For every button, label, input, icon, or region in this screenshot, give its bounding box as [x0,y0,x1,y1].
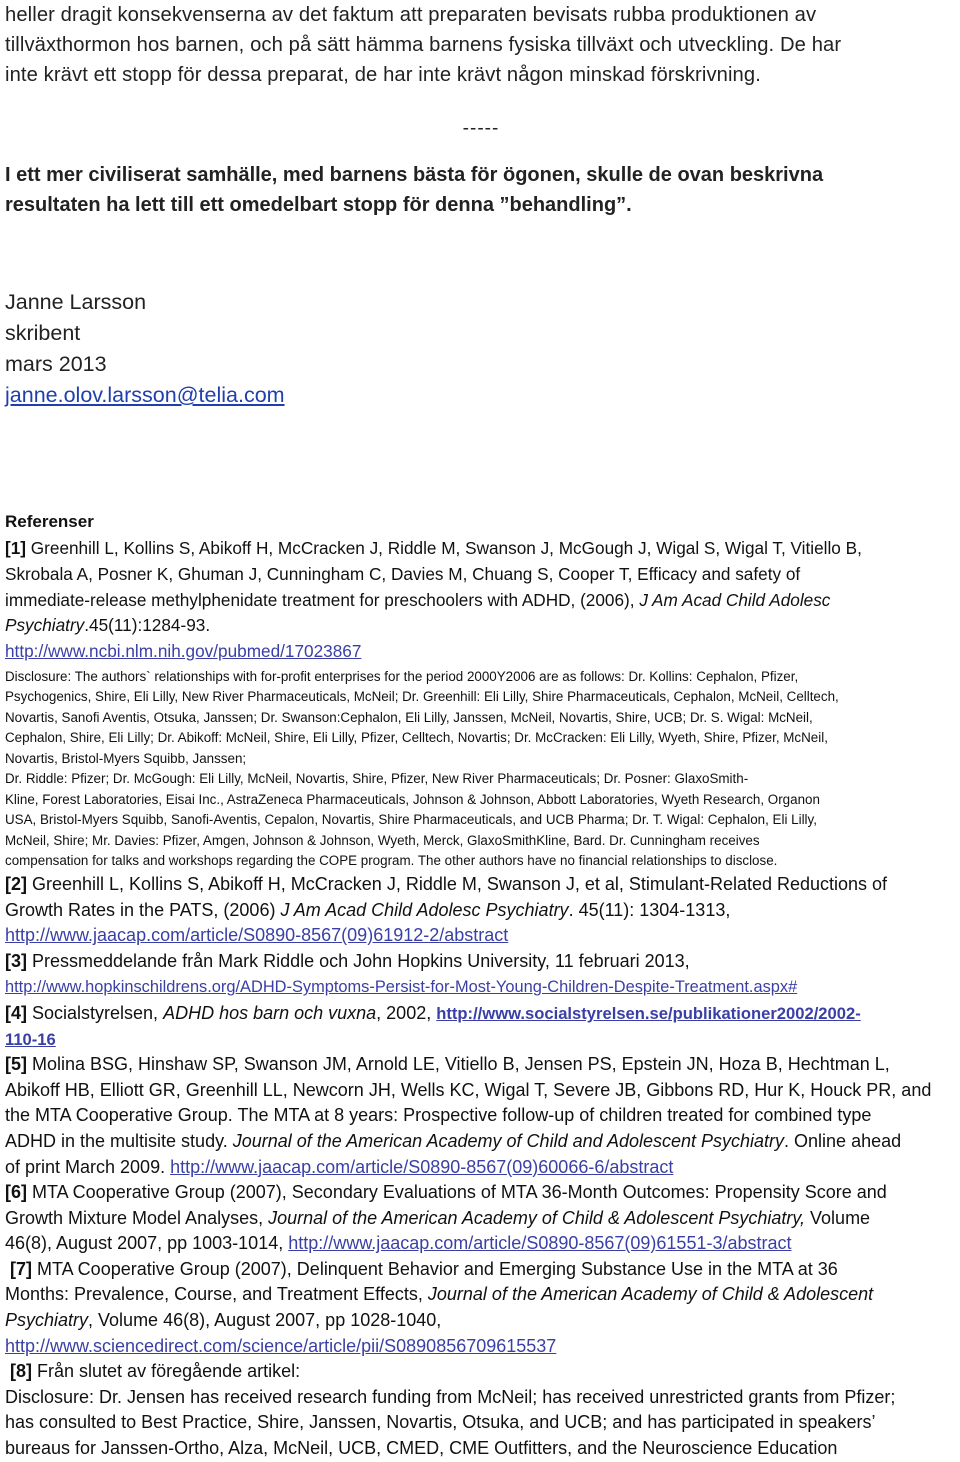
journal-title: Psychiatry [5,1310,89,1331]
reference-1 [5,536,960,665]
reference-text: , 2002, [376,1002,437,1023]
reference-text: Greenhill L, Kollins S, Abikoff H, McCracken J, Riddle M, Swanson J, et al, Stimulant-Related Reductions of [27,873,888,894]
reference-text: immediate-release methylphenidate treatment for preschoolers with ADHD, (2006), [5,589,640,610]
reference-text: . Online ahead [784,1130,902,1151]
references-heading: Referenser [5,512,94,531]
reference-link[interactable]: http://www.jaacap.com/article/S0890-8567(09)61551-3/abstract [288,1233,792,1254]
reference-link[interactable]: http://www.ncbi.nlm.nih.gov/pubmed/17023867 [5,641,362,662]
disclosure-line: USA, Bristol-Myers Squibb, Sanofi-Aventis, Cepalon, Novartis, Shire Pharmaceuticals, and UCB Pharma; Dr. T. Wigal: Cephalon, Eli Lilly, [5,812,817,828]
reference-text: Från slutet av föregående artikel: [32,1361,301,1382]
reference-link-continued[interactable]: 110-16 [5,1029,56,1049]
reference-number: [1] [5,538,27,558]
journal-title: J Am Acad Child Adolesc [639,589,831,610]
reference-number: [2] [5,873,27,894]
reference-number: [6] [5,1182,27,1203]
disclosure-line: Kline, Forest Laboratories, Eisai Inc., AstraZeneca Pharmaceuticals, Johnson & Johnson, Abbott Laboratories, Wyeth Research, Organon [5,791,820,807]
reference-number: [7] [10,1258,33,1279]
reference-text: Molina BSG, Hinshaw SP, Swanson JM, Arnold LE, Vitiello B, Jensen PS, Epstein JN, Hoza B, Hechtman L, [27,1054,890,1075]
reference-text: 46(8), August 2007, pp 1003-1014, [5,1233,289,1254]
journal-title: Journal of the American Academy of Child and Adolescent Psychiatry [232,1130,785,1151]
reference-text: Abikoff HB, Elliott GR, Greenhill LL, Newcorn JH, Wells KC, Wigal T, Severe JB, Gibbons RD, Hur K, Houck PR, and [5,1079,932,1100]
reference-link[interactable]: http://www.jaacap.com/article/S0890-8567(09)61912-2/abstract [5,925,509,946]
reference-link[interactable]: http://www.sciencedirect.com/science/article/pii/S0890856709615537 [5,1335,557,1356]
signature-date: mars 2013 [5,352,107,376]
author-role: skribent [5,321,81,345]
section-separator: ----- [462,118,500,139]
disclosure-line: compensation for talks and workshops regarding the COPE program. The other authors have no financial relationships to disclose. [5,853,778,869]
references-list [5,872,960,1462]
reference-text: bureaus for Janssen-Ortho, Alza, McNeil, UCB, CMED, CME Outfitters, and the Neuroscience Education [5,1438,838,1459]
reference-number: [8] [10,1361,33,1382]
references-section [5,510,960,1462]
conclusion-line: resultaten ha lett till ett omedelbart stopp för denna ”behandling”. [5,194,632,216]
reference-number: [3] [5,950,27,971]
author-name: Janne Larsson [5,290,147,314]
reference-text: , Volume 46(8), August 2007, pp 1028-1040, [88,1310,442,1331]
reference-text: Greenhill L, Kollins S, Abikoff H, McCracken J, Riddle M, Swanson J, McGough J, Wigal S, Wigal T, Vitiello B, [26,538,862,558]
reference-text: . 45(11): 1304-1313, [568,899,731,920]
signature-block [5,287,957,411]
reference-text: Socialstyrelsen, [27,1002,164,1023]
reference-text: Pressmeddelande från Mark Riddle och John Hopkins University, 11 februari 2013, [27,950,690,971]
reference-text: the MTA Cooperative Group. The MTA at 8 years: Prospective follow-up of children treated for combined type [5,1105,872,1126]
reference-text: Skrobala A, Posner K, Ghuman J, Cunningham C, Davies M, Chuang S, Cooper T, Efficacy and safety of [5,563,801,584]
reference-number: [4] [5,1002,27,1023]
reference-text: Growth Rates in the PATS, (2006) [5,899,281,920]
reference-number: [5] [5,1054,27,1075]
reference-text: of print March 2009. [5,1156,171,1177]
reference-text: MTA Cooperative Group (2007), Delinquent Behavior and Emerging Substance Use in the MTA at 36 [32,1258,838,1279]
reference-text: Months: Prevalence, Course, and Treatment Effects, [5,1284,428,1305]
reference-link[interactable]: http://www.hopkinschildrens.org/ADHD-Symptoms-Persist-for-Most-Young-Children-Despite-Treatment.aspx# [5,978,798,997]
author-email-link[interactable]: janne.olov.larsson@telia.com [5,383,285,407]
disclosure-line: Novartis, Bristol-Myers Squibb, Janssen; [5,750,247,766]
intro-paragraph [5,0,957,90]
document-page [5,0,957,411]
disclosure-block [5,667,960,872]
journal-title: Journal of the American Academy of Child & Adolescent [427,1284,874,1305]
intro-line: inte krävt ett stopp för dessa preparat, de har inte krävt någon minskad förskrivning. [5,64,761,86]
conclusion-line: I ett mer civiliserat samhälle, med barnens bästa för ögonen, skulle de ovan beskrivna [5,164,824,186]
reference-text: ADHD in the multisite study. [5,1130,233,1151]
intro-line: heller dragit konsekvenserna av det faktum att preparaten bevisats rubba produktionen av [5,4,817,26]
intro-line: tillväxthormon hos barnen, och på sätt hämma barnens fysiska tillväxt och utveckling. De har [5,34,842,56]
reference-text: MTA Cooperative Group (2007), Secondary Evaluations of MTA 36-Month Outcomes: Propensity Score and [27,1182,887,1203]
conclusion-paragraph [5,160,957,220]
disclosure-line: Psychogenics, Shire, Eli Lilly, New River Pharmaceuticals, McNeil; Dr. Greenhill: Eli Lilly, Shire Pharmaceuticals, Cephalon, McNeil, Celltech, [5,689,839,705]
disclosure-line: McNeil, Shire; Mr. Davies: Pfizer, Amgen, Johnson & Johnson, Wyeth, Merck, GlaxoSmithKline, Bard. Dr. Cunningham receives [5,832,760,848]
journal-title: J Am Acad Child Adolesc Psychiatry [280,899,569,920]
reference-text: Growth Mixture Model Analyses, [5,1207,269,1228]
reference-text: Disclosure: Dr. Jensen has received research funding from McNeil; has received unrestricted grants from Pfizer; [5,1386,896,1407]
disclosure-line: Dr. Riddle: Pfizer; Dr. McGough: Eli Lilly, McNeil, Novartis, Shire, Pfizer, New River Pharmaceuticals; Dr. Posner: GlaxoSmith- [5,771,749,787]
disclosure-line: Cephalon, Shire, Eli Lilly; Dr. Abikoff: McNeil, Shire, Eli Lilly, Pfizer, Celltech, Novartis; Dr. McCracken: Eli Lilly, Wyeth, Shire, Pfizer, McNeil, [5,730,828,746]
reference-text: has consulted to Best Practice, Shire, Janssen, Novartis, Otsuka, and UCB; and has participated in speakers’ [5,1412,876,1433]
disclosure-line: Disclosure: The authors` relationships with for-profit enterprises for the period 2000Y2006 are as follows: Dr. Kollins: Cephalon, Pfizer, [5,668,799,684]
reference-link[interactable]: http://www.jaacap.com/article/S0890-8567(09)60066-6/abstract [170,1156,674,1177]
reference-link[interactable]: http://www.socialstyrelsen.se/publikationer2002/2002- [436,1003,861,1023]
reference-text: Volume [805,1207,871,1228]
journal-title: Journal of the American Academy of Child & Adolescent Psychiatry, [268,1207,806,1228]
disclosure-line: Novartis, Sanofi Aventis, Otsuka, Janssen; Dr. Swanson:Cephalon, Eli Lilly, Janssen, McNeil, Novartis, Shire, UCB; Dr. S. Wigal: McNeil, [5,709,813,725]
reference-text: .45(11):1284-93. [84,615,211,636]
publication-title: ADHD hos barn och vuxna [163,1002,377,1023]
journal-title: Psychiatry [5,615,85,636]
